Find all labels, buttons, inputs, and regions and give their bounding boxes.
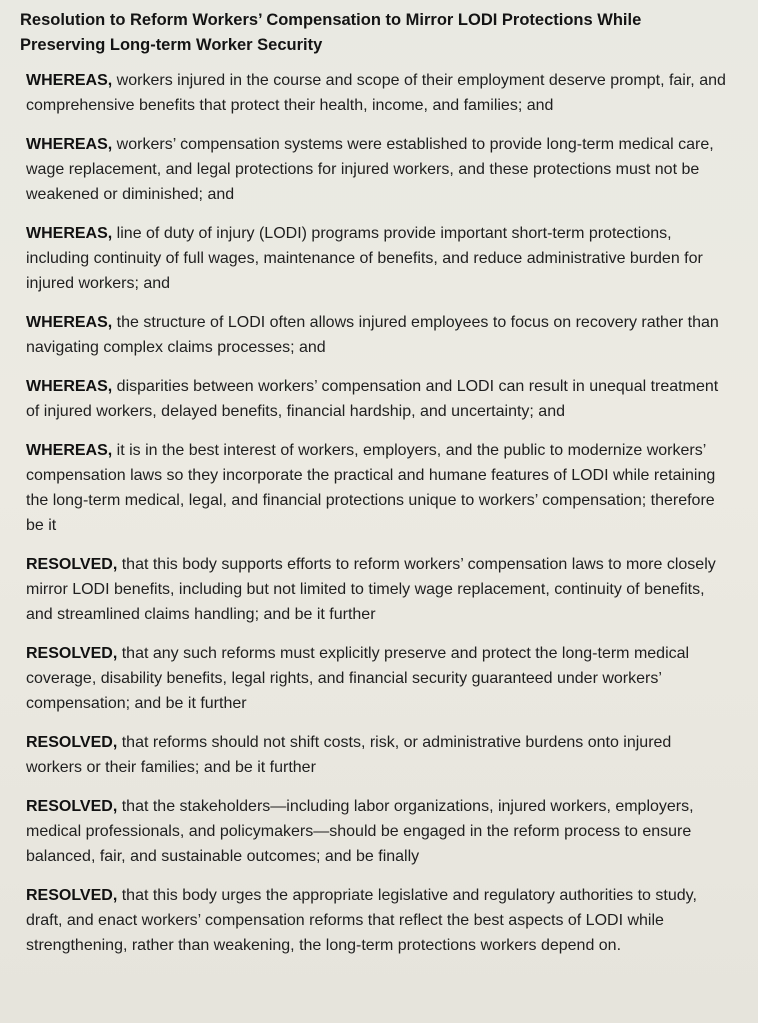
clause-text: that this body supports efforts to reform workers’ compensation laws to more closely mirror LODI benefits, including but not limited to timely wage replacement, continuity of benefits, and streamlined claims handling; and be it further [26,556,716,623]
title-line-2: Preserving Long-term Worker Security [20,36,323,54]
clause-text: that reforms should not shift costs, risk, or administrative burdens onto injured workers or their families; and be it further [26,734,672,776]
resolved-clause-2 [20,641,730,716]
resolved-clause-4 [20,794,730,869]
whereas-clause-2 [20,132,730,207]
clause-keyword: RESOLVED, [26,556,118,573]
clause-keyword: WHEREAS, [26,378,113,395]
resolved-clause-1 [20,552,730,627]
clause-text: that the stakeholders—including labor organizations, injured workers, employers, medical professionals, and policymakers—should be engaged in the reform process to ensure balanced, fair, and sustainable outcomes; and be finally [26,798,694,865]
resolved-clause-5 [20,883,730,958]
clause-keyword: WHEREAS, [26,72,113,89]
clause-keyword: WHEREAS, [26,442,113,459]
whereas-clause-3 [20,221,730,296]
clause-keyword: RESOLVED, [26,734,118,751]
clause-keyword: WHEREAS, [26,225,113,242]
clause-keyword: RESOLVED, [26,645,118,662]
resolution-title [20,8,730,58]
title-line-1: Resolution to Reform Workers’ Compensation to Mirror LODI Protections While [20,11,642,29]
resolved-clause-3 [20,730,730,780]
whereas-clause-1 [20,68,730,118]
clause-text: workers injured in the course and scope of their employment deserve prompt, fair, and comprehensive benefits that protect their health, income, and families; and [26,72,726,114]
clause-text: disparities between workers’ compensation and LODI can result in unequal treatment of injured workers, delayed benefits, financial hardship, and uncertainty; and [26,378,719,420]
clause-keyword: RESOLVED, [26,798,118,815]
clause-text: the structure of LODI often allows injured employees to focus on recovery rather than navigating complex claims processes; and [26,314,719,356]
clause-keyword: WHEREAS, [26,314,113,331]
clause-keyword: WHEREAS, [26,136,113,153]
clause-text: line of duty of injury (LODI) programs provide important short-term protections, including continuity of full wages, maintenance of benefits, and reduce administrative burden for injured workers; and [26,225,703,292]
clause-text: that this body urges the appropriate legislative and regulatory authorities to study, draft, and enact workers’ compensation reforms that reflect the best aspects of LODI while strengthening, rather than weakening, the long-term protections workers depend on. [26,887,697,954]
whereas-clause-5 [20,374,730,424]
whereas-clause-4 [20,310,730,360]
clause-keyword: RESOLVED, [26,887,118,904]
whereas-clause-6 [20,438,730,538]
clause-text: that any such reforms must explicitly preserve and protect the long-term medical coverage, disability benefits, legal rights, and financial security guaranteed under workers’ compensation; and be it further [26,645,690,712]
clause-text: workers’ compensation systems were established to provide long-term medical care, wage replacement, and legal protections for injured workers, and these protections must not be weakened or diminished; and [26,136,714,203]
clause-text: it is in the best interest of workers, employers, and the public to modernize workers’ compensation laws so they incorporate the practical and humane features of LODI while retaining the long-term medical, legal, and financial protections unique to workers’ compensation; therefore be it [26,442,716,534]
